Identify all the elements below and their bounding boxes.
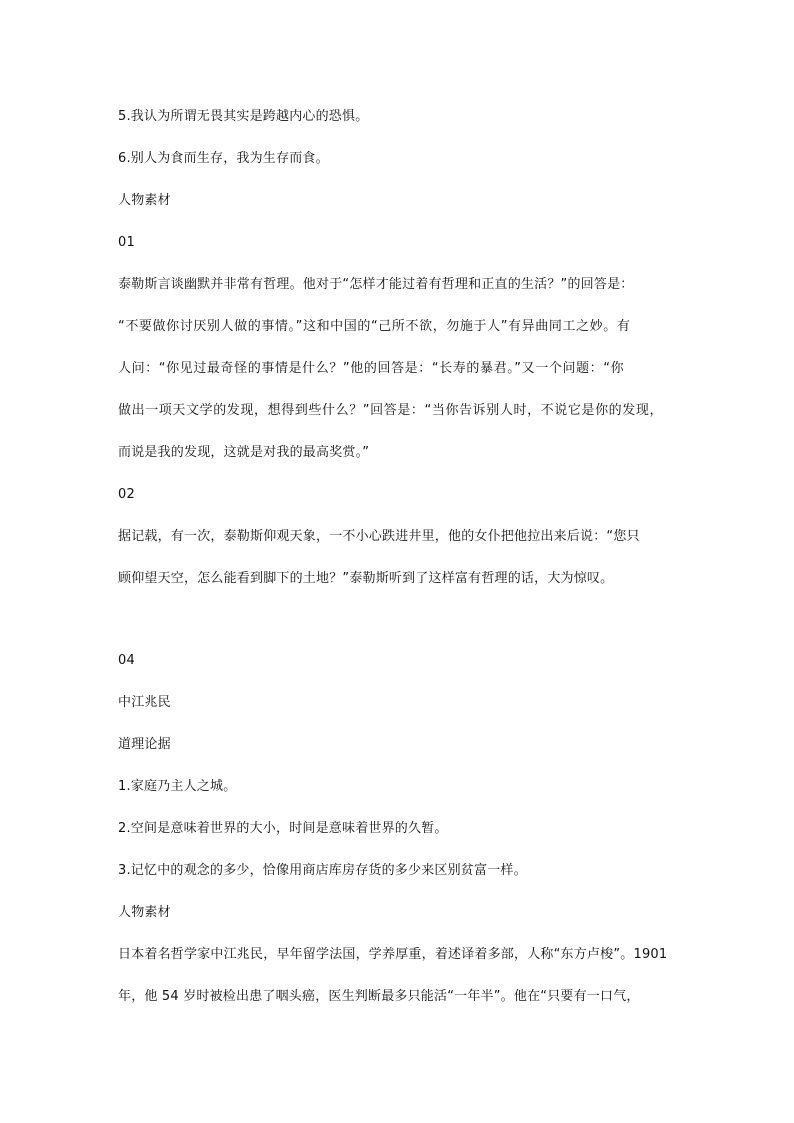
section-number: 02: [118, 487, 135, 502]
text-line: 1.家庭乃主人之城。: [118, 779, 237, 794]
text-line: 顾仰望天空，怎么能看到脚下的土地？”泰勒斯听到了这样富有哲理的话，大为惊叹。: [118, 571, 614, 586]
text-line: 做出一项天文学的发现，想得到些什么？”回答是：“当你告诉别人时，不说它是你的发现，: [118, 403, 664, 418]
text-line: 2.空间是意味着世界的大小，时间是意味着世界的久暂。: [118, 821, 448, 836]
text-line: 5.我认为所谓无畏其实是跨越内心的恐惧。: [118, 109, 369, 124]
section-heading: 人物素材: [118, 905, 171, 920]
text-line: 日本着名哲学家中江兆民，早年留学法国，学养厚重，着述译着多部，人称“东方卢梭”。1901: [118, 947, 668, 962]
text-line: 人问：“你见过最奇怪的事情是什么？”他的回答是：“长寿的暴君。”又一个问题：“你: [118, 361, 625, 376]
text-line: 3.记忆中的观念的多少，恰像用商店库房存货的多少来区别贫富一样。: [118, 863, 527, 878]
text-line: 泰勒斯言谈幽默并非常有哲理。他对于“怎样才能过着有哲理和正直的生活？”的回答是：: [118, 277, 634, 292]
text-line: 据记载，有一次，泰勒斯仰观天象，一不小心跌进井里，他的女仆把他拉出来后说：“您只: [118, 529, 640, 544]
section-heading: 道理论据: [118, 737, 171, 752]
text-line: 6.别人为食而生存，我为生存而食。: [118, 151, 329, 166]
section-number: 01: [118, 235, 135, 250]
section-heading: 人物素材: [118, 193, 171, 208]
text-line: 年，他 54 岁时被检出患了咽头癌，医生判断最多只能活“一年半”。他在“只要有一口气，: [118, 989, 640, 1004]
section-number: 04: [118, 653, 135, 668]
text-line: “不要做你讨厌别人做的事情。”这和中国的“己所不欲，勿施于人”有异曲同工之妙。有: [118, 319, 631, 334]
person-name: 中江兆民: [118, 695, 171, 710]
text-line: 而说是我的发现，这就是对我的最高奖赏。”: [118, 445, 370, 460]
